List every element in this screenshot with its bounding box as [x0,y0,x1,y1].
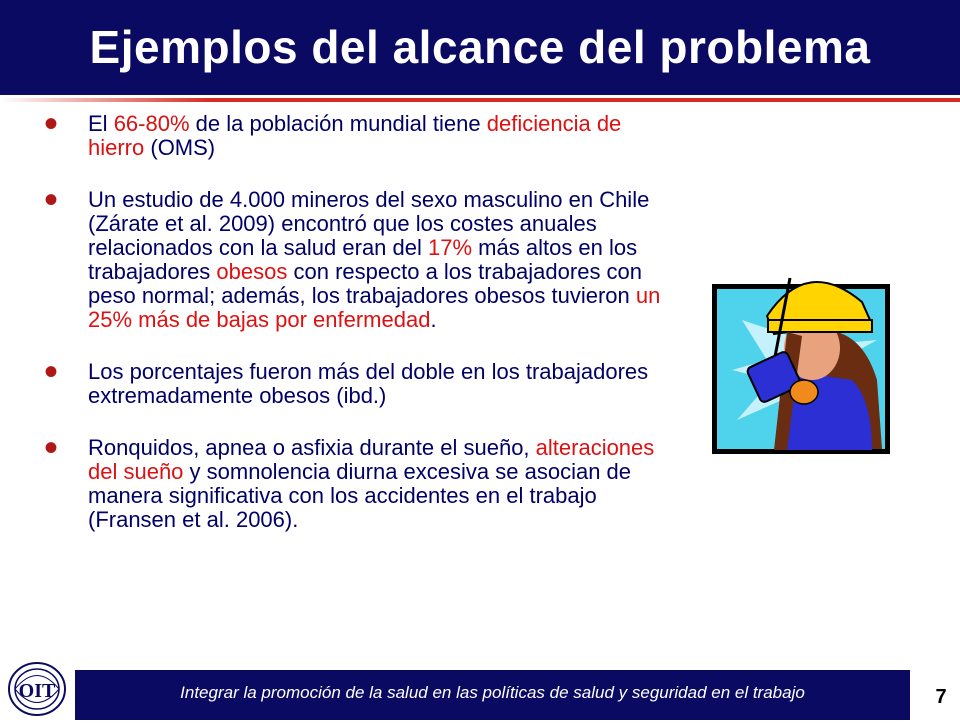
text-segment: (OMS) [144,135,216,160]
bullet-item [44,102,664,160]
bullet-dot: • [44,102,59,146]
text-segment: El [88,111,114,136]
footer-bar [75,670,910,720]
ilo-logo-icon [6,660,68,718]
text-segment: con respecto a los trabajadores con peso normal; además, los trabajadores obesos tuvieron [88,259,643,308]
logo-text: OIT [18,680,56,702]
bullet-list [44,102,664,560]
bullet-text [88,187,660,332]
bullet-text [88,111,621,160]
bullet-text [88,435,654,532]
bullet-dot: • [44,350,59,394]
text-segment: y somnolencia diurna excesiva se asocian de manera significativa con los accidentes en el trabajo (Fransen et al. 2006). [88,459,632,532]
bullet-dot: • [44,426,59,470]
title-divider [0,98,960,102]
text-segment: de la población mundial tiene [189,111,487,136]
bullet-item [44,426,664,532]
footer-text: Integrar la promoción de la salud en las políticas de salud y seguridad en el trabajo [180,683,805,702]
bullet-item [44,178,664,332]
text-segment: Ronquidos, apnea o asfixia durante el sueño, [88,435,536,460]
bullet-text [88,359,648,408]
bullet-item [44,350,664,408]
text-segment: . [430,307,437,332]
highlight-text: un 25% más de bajas por enfermedad [88,283,661,332]
highlight-text: 17% [428,235,473,260]
worker-with-walkie-talkie-illustration [712,260,892,456]
highlight-text: alteraciones del sueño [88,435,655,484]
page-number: 7 [935,686,947,708]
slide-title: Ejemplos del alcance del problema [89,21,871,73]
bullet-dot: • [44,178,59,222]
highlight-text: deficiencia de hierro [88,111,622,160]
highlight-text: 66-80% [113,111,190,136]
text-segment: Un estudio de 4.000 mineros del sexo masculino en Chile (Zárate et al. 2009) encontró que los costes anuales relacionados con la salud eran del [88,187,650,260]
text-segment: Los porcentajes fueron más del doble en los trabajadores extremadamente obesos (ibd.) [88,359,649,408]
text-segment: más altos en los trabajadores [88,235,638,284]
highlight-text: obesos [216,259,288,284]
